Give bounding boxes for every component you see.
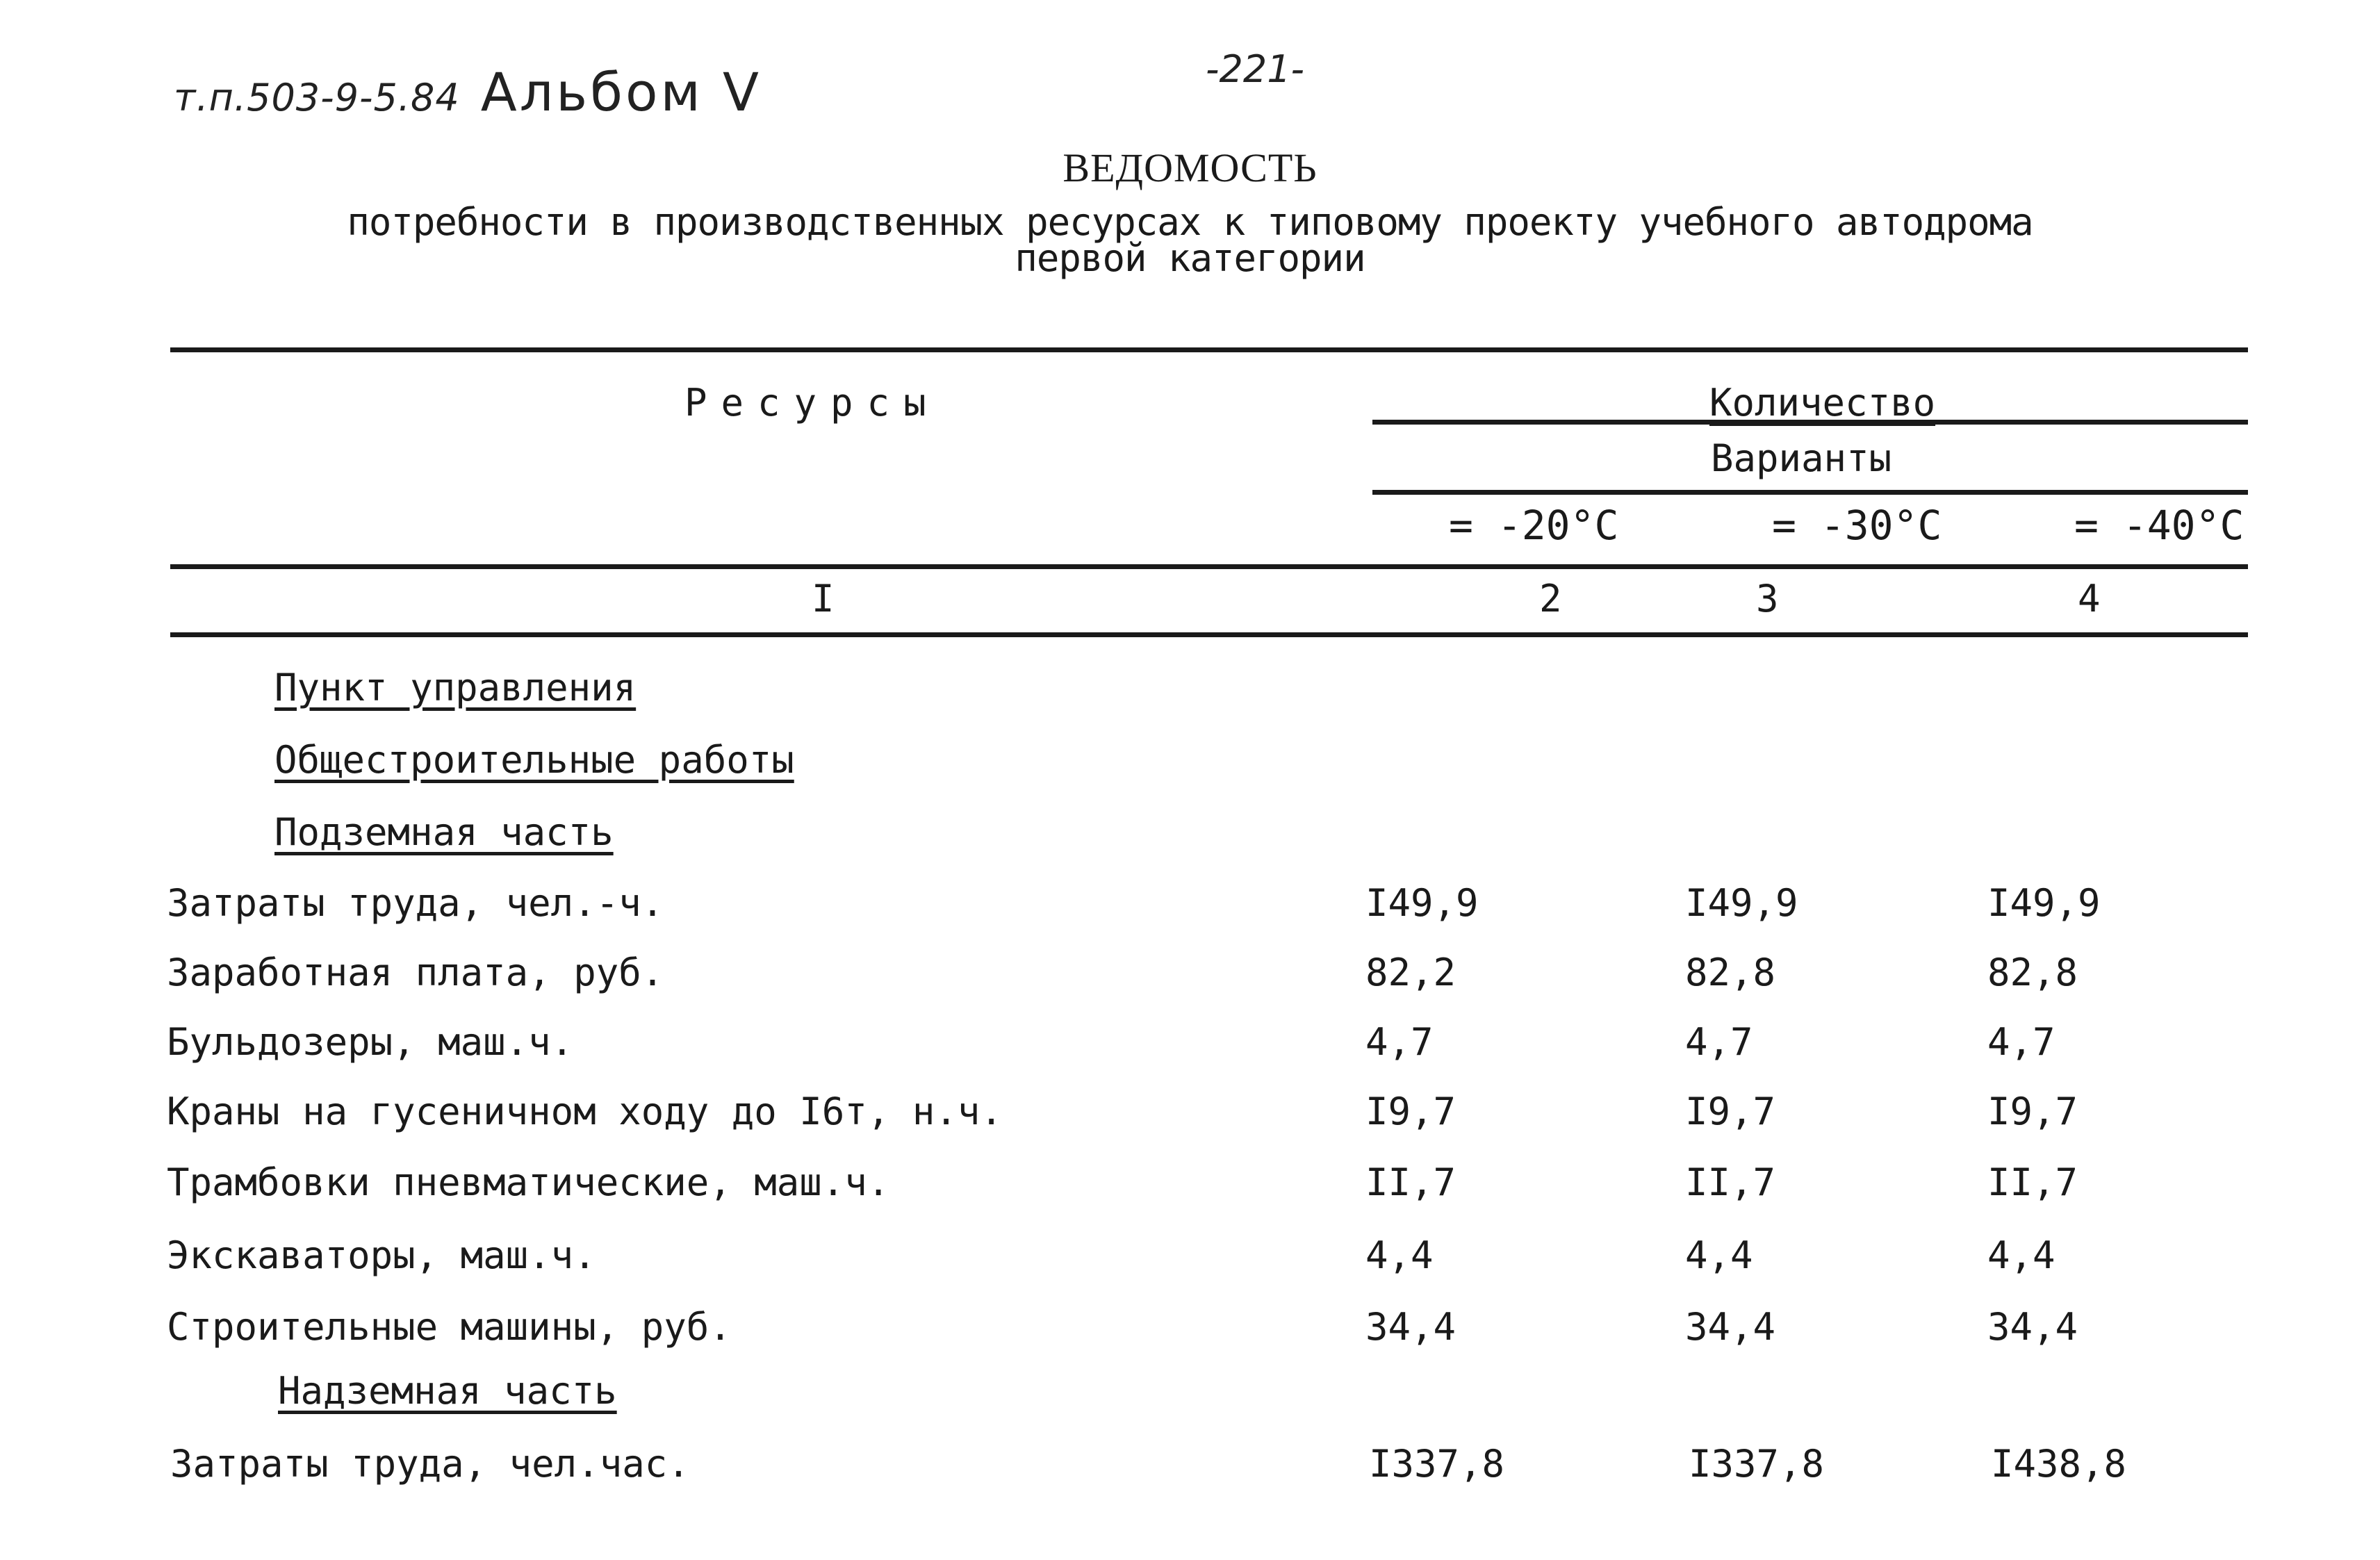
row-label: Краны на гусеничном ходу до I6т, н.ч. xyxy=(167,1090,1003,1133)
row-label: Строительные машины, руб. xyxy=(167,1305,732,1349)
album-reference xyxy=(174,61,762,123)
row-value-minus30: 4,4 xyxy=(1685,1233,1753,1277)
row-value-minus40: I9,7 xyxy=(1987,1090,2078,1133)
row-value-minus20: 34,4 xyxy=(1365,1305,1456,1349)
row-value-minus20: I9,7 xyxy=(1365,1090,1456,1133)
table-row xyxy=(170,1442,2255,1491)
row-value-minus40: 34,4 xyxy=(1987,1305,2078,1349)
variant-label-3: = -40°C xyxy=(2074,502,2244,549)
row-value-minus20: II,7 xyxy=(1365,1160,1456,1204)
column-number-1: I xyxy=(812,577,835,621)
row-value-minus30: 34,4 xyxy=(1685,1305,1776,1349)
table-row xyxy=(167,881,2251,930)
row-value-minus20: 4,4 xyxy=(1365,1233,1434,1277)
column-header-resources: Ресурсы xyxy=(684,381,940,425)
row-value-minus40: 4,4 xyxy=(1987,1233,2055,1277)
table-row xyxy=(167,1020,2251,1069)
section-heading-general-construction: Общестроительные работы xyxy=(274,738,794,782)
row-value-minus30: 82,8 xyxy=(1685,951,1776,994)
page-number: -221- xyxy=(1206,47,1305,91)
column-header-quantity: Количество xyxy=(1709,381,1936,425)
row-value-minus40: 82,8 xyxy=(1987,951,2078,994)
row-value-minus40: 4,7 xyxy=(1987,1020,2055,1064)
variant-label-1: = -20°C xyxy=(1449,502,1619,549)
variants-underline-rule xyxy=(1372,490,2248,495)
document-title: ВЕДОМОСТЬ xyxy=(1062,145,1318,190)
row-label: Затраты труда, чел.-ч. xyxy=(167,881,664,925)
row-value-minus20: 4,7 xyxy=(1365,1020,1434,1064)
table-top-rule xyxy=(170,347,2248,352)
row-value-minus20: I337,8 xyxy=(1369,1442,1505,1486)
section-heading-underground-part: Подземная часть xyxy=(274,810,614,854)
row-label: Экскаваторы, маш.ч. xyxy=(167,1233,596,1277)
row-value-minus40: I438,8 xyxy=(1991,1442,2127,1486)
row-value-minus40: II,7 xyxy=(1987,1160,2078,1204)
column-number-3: 3 xyxy=(1756,577,1779,621)
row-label: Трамбовки пневматические, маш.ч. xyxy=(167,1160,890,1204)
column-number-2: 2 xyxy=(1539,577,1562,621)
section-heading-control-point: Пункт управления xyxy=(274,666,637,709)
document-subtitle-line-2: первой категории xyxy=(1015,236,1365,280)
table-row xyxy=(167,1305,2251,1354)
variant-label-2: = -30°C xyxy=(1772,502,1942,549)
row-value-minus20: 82,2 xyxy=(1365,951,1456,994)
column-number-4: 4 xyxy=(2078,577,2101,621)
column-header-variants: Варианты xyxy=(1711,436,1892,480)
row-value-minus40: I49,9 xyxy=(1987,881,2101,925)
table-row xyxy=(167,951,2251,999)
table-row xyxy=(167,1090,2251,1138)
row-value-minus30: II,7 xyxy=(1685,1160,1776,1204)
section-heading-above-ground-part: Надземная часть xyxy=(278,1369,617,1413)
row-label: Затраты труда, чел.час. xyxy=(170,1442,690,1486)
table-row xyxy=(167,1233,2251,1282)
row-value-minus30: I49,9 xyxy=(1685,881,1798,925)
header-bottom-rule xyxy=(170,564,2248,569)
table-row xyxy=(167,1160,2251,1209)
row-label: Бульдозеры, маш.ч. xyxy=(167,1020,574,1064)
row-value-minus30: I9,7 xyxy=(1685,1090,1776,1133)
column-numbers-bottom-rule xyxy=(170,632,2248,637)
row-value-minus20: I49,9 xyxy=(1365,881,1479,925)
album-reference-code: т.п.503-9-5.84 xyxy=(174,76,460,120)
row-value-minus30: I337,8 xyxy=(1689,1442,1825,1486)
album-reference-word: Альбом V xyxy=(480,61,762,123)
row-label: Заработная плата, руб. xyxy=(167,951,664,994)
row-value-minus30: 4,7 xyxy=(1685,1020,1753,1064)
document-subtitle-line-1: потребности в производственных ресурсах к типовому проекту учебного автодрома xyxy=(347,200,2033,244)
